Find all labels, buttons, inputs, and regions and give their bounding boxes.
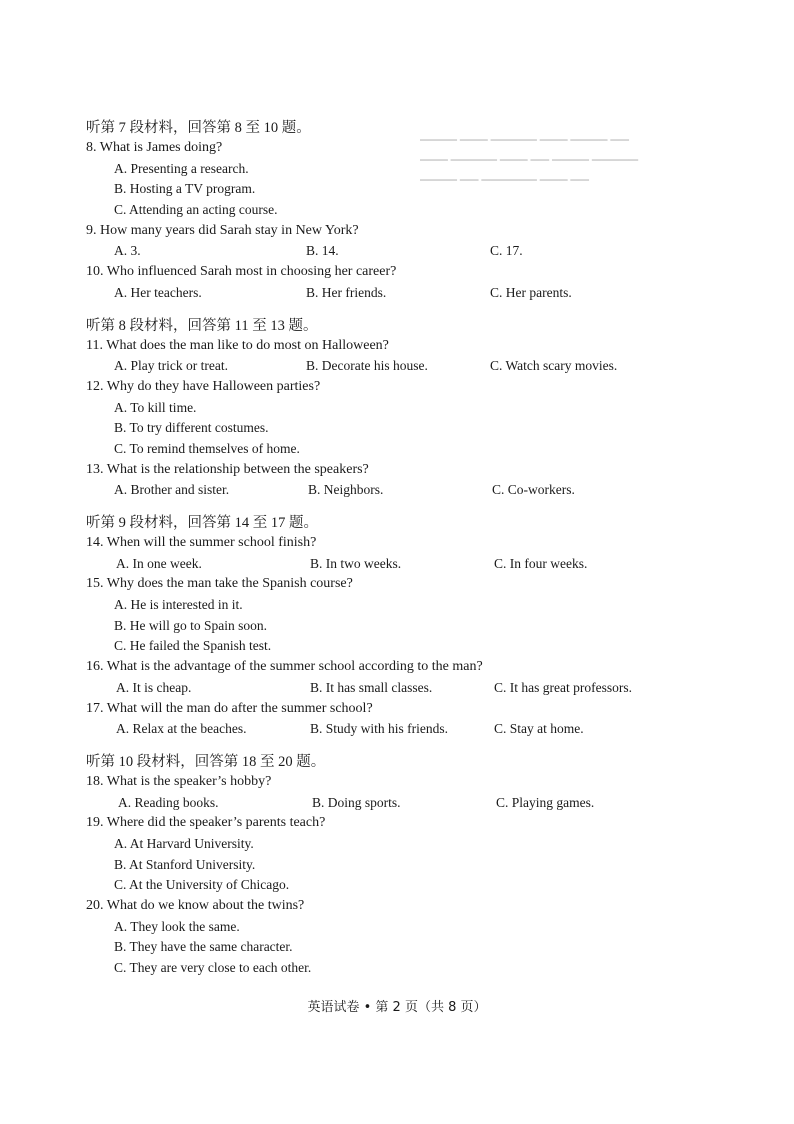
option-20c: C. They are very close to each other. [114, 960, 312, 976]
option-16b: B. It has small classes. [310, 679, 433, 695]
option-10c: C. Her parents. [490, 284, 572, 300]
question-15: 15. Why does the man take the Spanish course? [86, 576, 353, 592]
option-11b: B. Decorate his house. [306, 358, 428, 374]
option-16a: A. It is cheap. [116, 679, 192, 695]
question-8: 8. What is James doing? [86, 140, 223, 155]
options-17 [86, 719, 706, 740]
question-content [86, 118, 706, 979]
question-13: 13. What is the relationship between the speakers? [86, 461, 369, 477]
option-20a: A. They look the same. [114, 918, 240, 934]
option-10b: B. Her friends. [306, 284, 387, 300]
question-19: 19. Where did the speaker’s parents teach? [86, 815, 326, 831]
option-17b: B. Study with his friends. [310, 721, 449, 737]
option-8a: A. Presenting a research. [114, 160, 249, 176]
option-8c: C. Attending an acting course. [114, 202, 278, 218]
section-title: 听第 9 段材料，回答第 14 至 17 题。 [86, 515, 318, 531]
option-12c: C. To remind themselves of home. [114, 440, 300, 456]
option-15a: A. He is interested in it. [114, 597, 243, 613]
options-18 [86, 793, 706, 814]
section-title: 听第 8 段材料，回答第 11 至 13 题。 [86, 317, 318, 334]
option-18c: C. Playing games. [496, 794, 595, 810]
section-7 [86, 118, 706, 304]
option-17a: A. Relax at the beaches. [116, 721, 247, 737]
option-19c: C. At the University of Chicago. [114, 877, 290, 893]
page-footer: 英语试卷 • 第 2 页（共 8 页） [307, 1000, 487, 1015]
option-14c: C. In four weeks. [494, 555, 588, 571]
section-title: 听第 10 段材料，回答第 18 至 20 题。 [86, 753, 326, 770]
option-13c: C. Co-workers. [492, 482, 575, 498]
option-19b: B. At Stanford University. [114, 856, 256, 872]
option-16c: C. It has great professors. [494, 679, 632, 695]
option-10a: A. Her teachers. [114, 284, 202, 300]
option-9b: B. 14. [306, 243, 339, 259]
option-13a: A. Brother and sister. [114, 482, 230, 498]
section-9 [86, 513, 706, 740]
options-10 [86, 283, 706, 304]
question-18: 18. What is the speaker’s hobby? [86, 773, 272, 789]
option-13b: B. Neighbors. [308, 482, 384, 498]
option-14b: B. In two weeks. [310, 555, 402, 571]
options-11 [86, 356, 706, 377]
question-10: 10. Who influenced Sarah most in choosing her career? [86, 264, 397, 280]
options-9 [86, 241, 706, 262]
options-16 [86, 678, 706, 699]
option-9a: A. 3. [114, 243, 141, 259]
option-20b: B. They have the same character. [114, 939, 293, 955]
section-title: 听第 7 段材料，回答第 8 至 10 题。 [86, 120, 311, 136]
option-18a: A. Reading books. [118, 794, 219, 810]
options-14 [86, 554, 706, 575]
option-18b: B. Doing sports. [312, 794, 401, 810]
option-9c: C. 17. [490, 243, 523, 259]
option-17c: C. Stay at home. [494, 721, 584, 737]
question-11: 11. What does the man like to do most on Halloween? [86, 337, 389, 353]
option-11a: A. Play trick or treat. [114, 358, 228, 374]
question-14: 14. When will the summer school finish? [86, 535, 317, 550]
question-16: 16. What is the advantage of the summer school according to the man? [86, 659, 483, 675]
question-12: 12. Why do they have Halloween parties? [86, 378, 321, 394]
section-10 [86, 752, 706, 979]
option-8b: B. Hosting a TV program. [114, 181, 256, 197]
option-12a: A. To kill time. [114, 399, 197, 415]
option-11c: C. Watch scary movies. [490, 358, 618, 374]
bleed-through-text: ▁▁▁▁ ▁▁▁ ▁▁▁▁▁ ▁▁▁ ▁▁▁▁ ▁▁ ▁▁▁ ▁▁▁▁▁ ▁▁▁ ▁▁ ▁▁▁▁ ▁▁▁▁▁ ▁▁▁▁ ▁▁ ▁▁▁▁▁▁ ▁▁▁ ▁▁ [420, 127, 639, 181]
option-15b: B. He will go to Spain soon. [114, 617, 268, 633]
option-19a: A. At Harvard University. [114, 835, 254, 851]
section-8 [86, 316, 706, 502]
option-15c: C. He failed the Spanish test. [114, 638, 272, 654]
option-14a: A. In one week. [116, 555, 202, 571]
option-12b: B. To try different costumes. [114, 420, 269, 436]
options-13 [86, 480, 706, 501]
question-9: 9. How many years did Sarah stay in New York? [86, 222, 359, 238]
question-17: 17. What will the man do after the summer school? [86, 700, 373, 716]
question-20: 20. What do we know about the twins? [86, 898, 305, 913]
